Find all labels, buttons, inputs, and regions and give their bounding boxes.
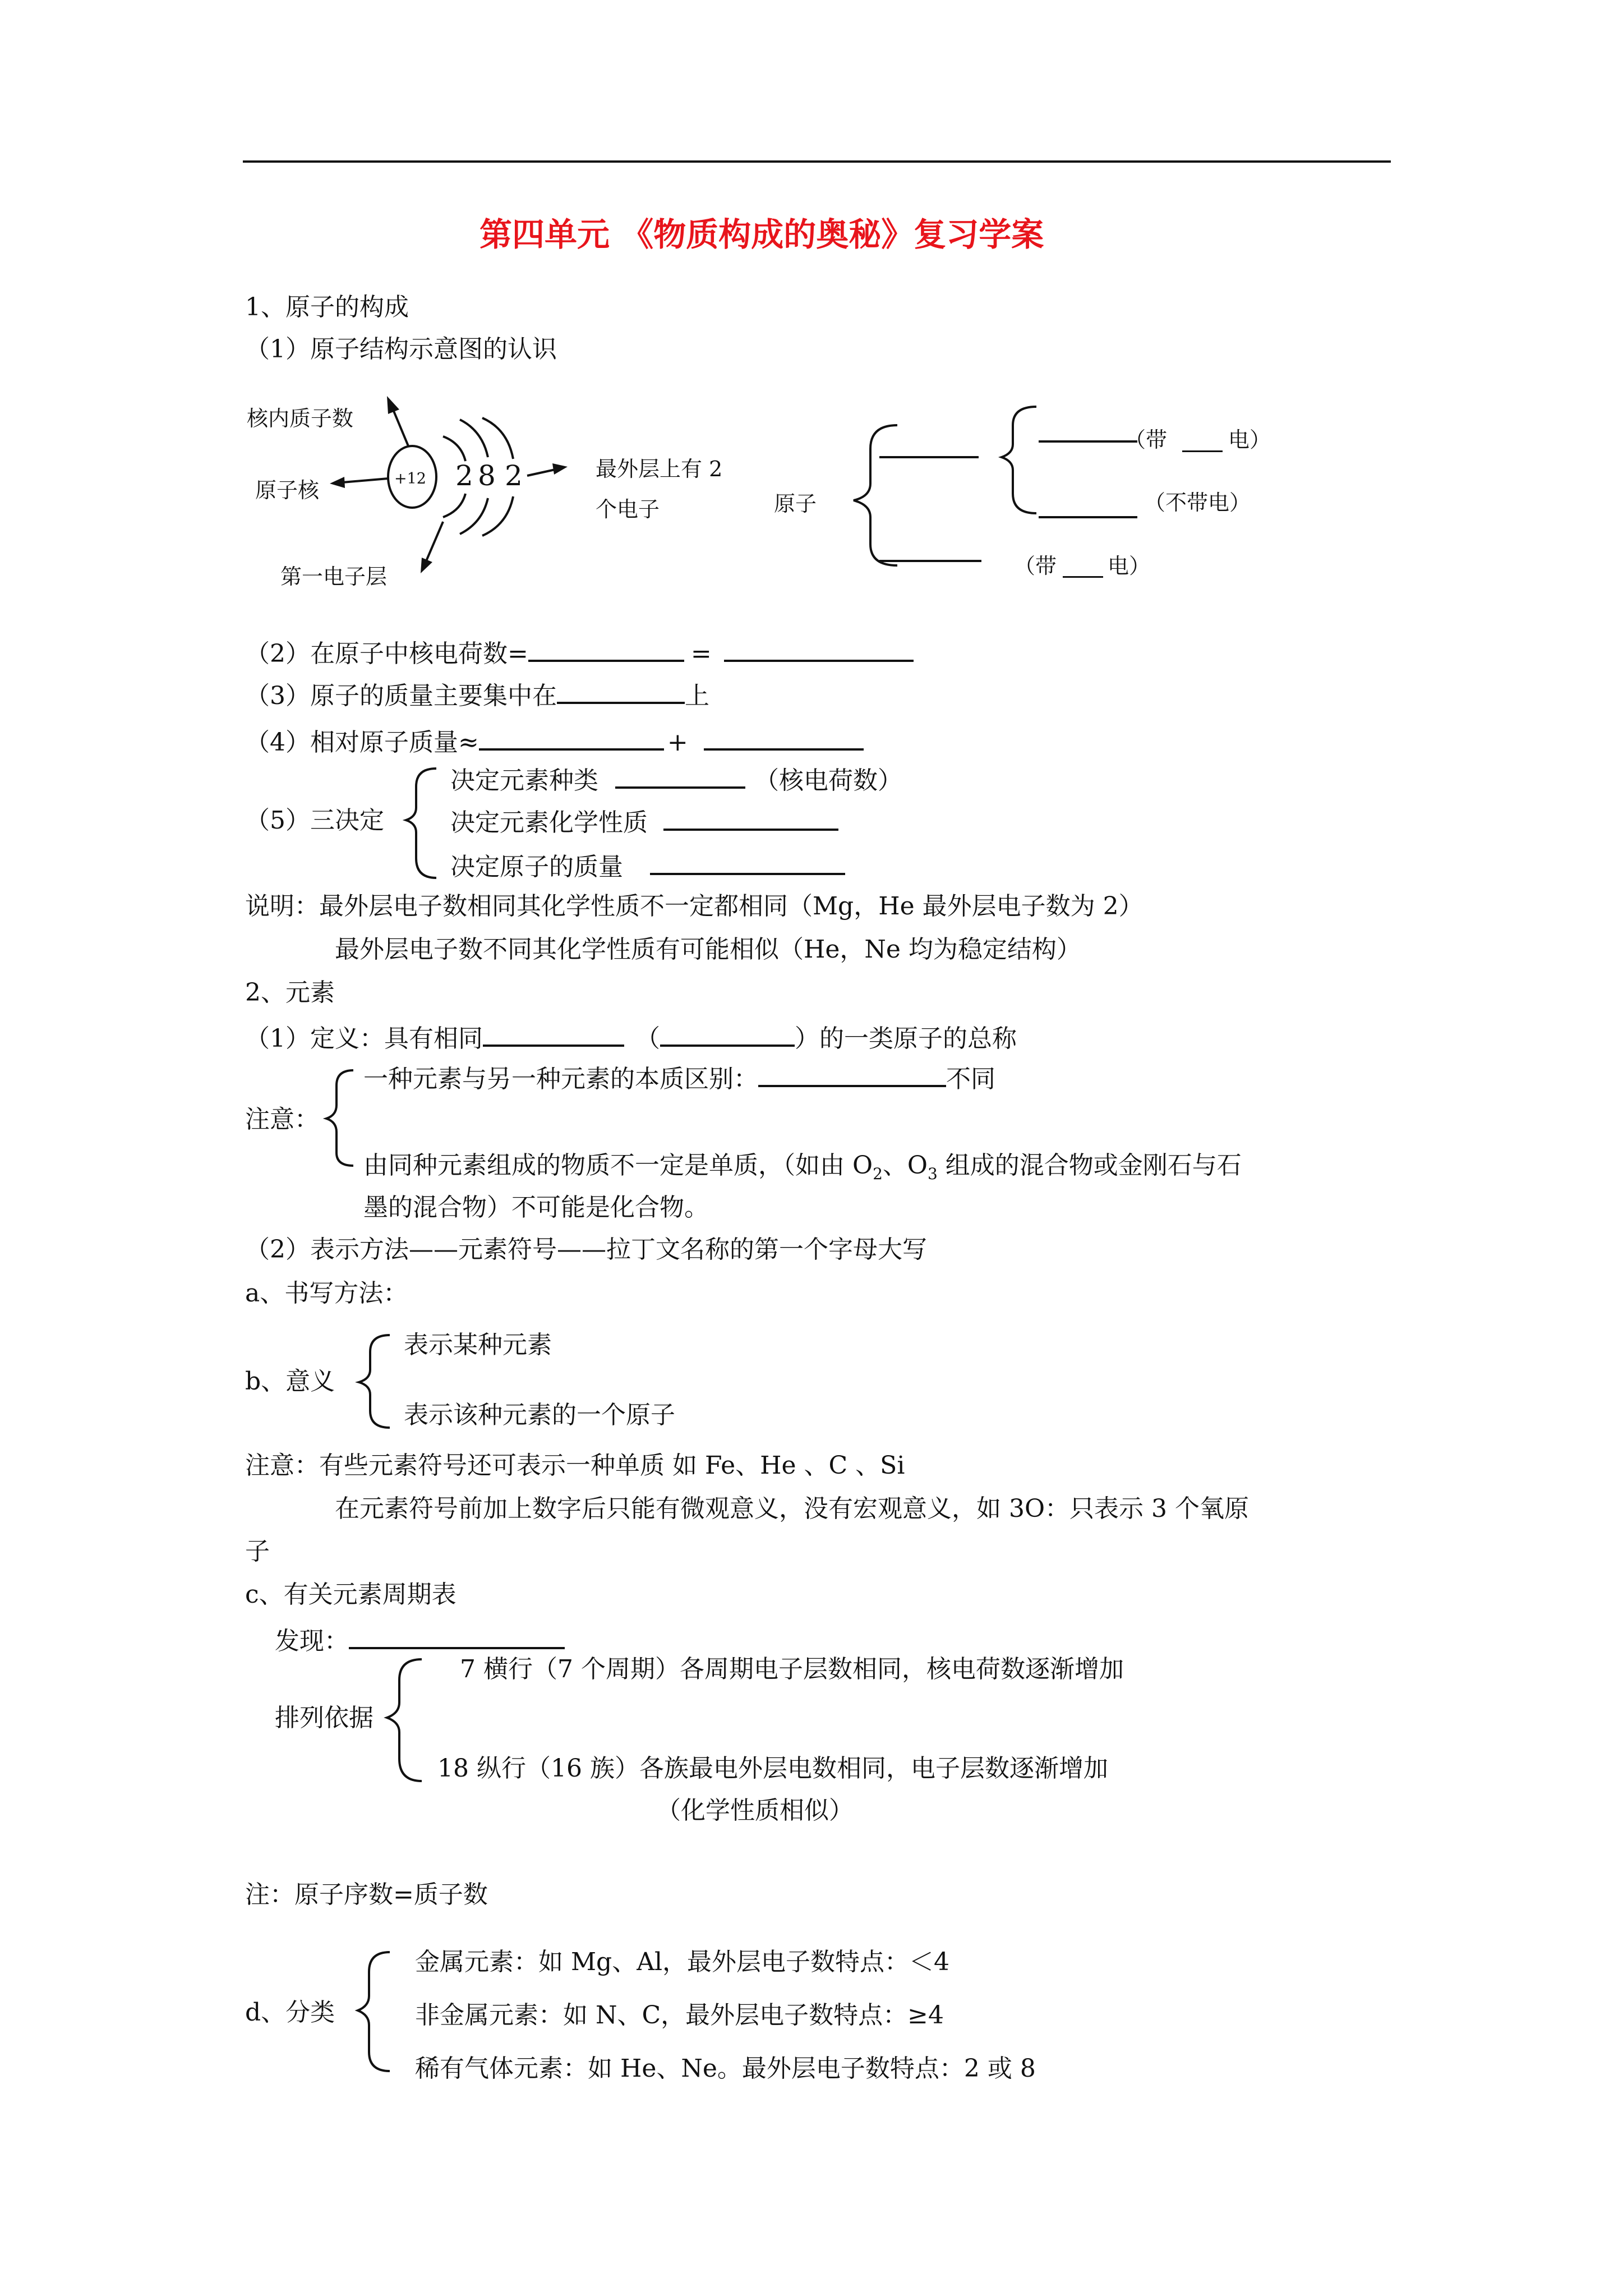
electron-charge-close: 电）	[1108, 554, 1151, 578]
shell-arc-2-top	[460, 420, 488, 457]
arrow-protons	[393, 408, 408, 446]
classify-metal: 金属元素：如 Mg、Al，最外层电子数特点：＜4	[415, 1948, 950, 1976]
determine-3: 决定原子的质量	[450, 848, 845, 883]
item-a: a、书写方法：	[245, 1279, 408, 1308]
shell-count-3: 2	[505, 459, 523, 492]
note-number-cont: 子	[245, 1537, 270, 1566]
nucleus-brace	[1002, 407, 1036, 513]
determine-2-blank	[663, 804, 838, 831]
relative-mass-blank-1	[479, 724, 664, 751]
label-outer-2: 个电子	[596, 497, 660, 522]
essential-difference-blank	[758, 1060, 946, 1087]
item-1-1: （1）原子结构示意图的认识	[245, 335, 557, 364]
shell-arc-1-top	[443, 436, 465, 461]
discover-blank	[349, 1622, 565, 1649]
arrange-label: 排列依据	[275, 1704, 374, 1732]
item-c: c、有关元素周期表	[245, 1580, 457, 1609]
attention-2-line2: 墨的混合物）不可能是化合物。	[363, 1193, 709, 1222]
electron-charge-blank	[1063, 576, 1103, 578]
item-1-3: （3）原子的质量主要集中在 上	[245, 677, 709, 712]
shell-count-2: 8	[478, 459, 496, 492]
nucleus-charge: +12	[394, 470, 426, 487]
mass-blank	[557, 677, 685, 704]
meaning-2: 表示该种元素的一个原子	[404, 1401, 675, 1429]
item-2-1: （1）定义：具有相同 （ ）的一类原子的总称	[245, 1020, 1017, 1055]
classify-nonmetal: 非金属元素：如 N、C，最外层电子数特点：≥4	[415, 2001, 944, 2030]
section-2-heading: 2、元素	[245, 978, 335, 1007]
meaning-1: 表示某种元素	[404, 1331, 552, 1359]
proton-charge-close: 电）	[1228, 427, 1271, 452]
item-2-2: （2）表示方法——元素符号——拉丁文名称的第一个字母大写	[245, 1235, 927, 1264]
determine-1-blank	[615, 762, 745, 789]
shell-arc-2-bottom	[460, 498, 488, 534]
arrange-brace	[387, 1659, 422, 1781]
discover: 发现：	[275, 1622, 565, 1657]
electron-charge-open: （带	[1014, 554, 1057, 578]
definition-blank-1	[483, 1020, 624, 1047]
definition-blank-2	[660, 1020, 795, 1047]
label-nucleus: 原子核	[255, 478, 320, 503]
arrow-outer-shell	[527, 470, 555, 476]
classify-noble: 稀有气体元素：如 He、Ne。最外层电子数特点：2 或 8	[415, 2054, 1036, 2083]
arrange-3: （化学性质相似）	[656, 1796, 854, 1825]
arrow-nucleus	[342, 478, 388, 482]
core-charge-blank-2	[724, 635, 914, 662]
three-determine-brace	[406, 769, 436, 878]
determine-1: 决定元素种类 （核电荷数）	[450, 762, 902, 797]
section-1-heading: 1、原子的构成	[245, 293, 409, 321]
label-protons: 核内质子数	[247, 406, 354, 431]
determine-2: 决定元素化学性质	[450, 804, 838, 839]
atomic-number-note: 注：原子序数=质子数	[245, 1880, 488, 1909]
atom-brace	[854, 425, 897, 565]
attention-2: 由同种元素组成的物质不一定是单质，（如由 $O_2$、$O_3$ 组成的混合物或金刚石与石	[363, 1151, 1242, 1183]
page-title: 第四单元 《物质构成的奥秘》复习学案	[479, 215, 1044, 254]
attention-label: 注意：	[245, 1105, 319, 1134]
classify-brace	[358, 1952, 390, 2071]
atom-label: 原子	[774, 491, 817, 516]
three-determine-label: （5）三决定	[245, 806, 384, 835]
meaning-label: b、意义	[245, 1367, 335, 1396]
label-outer-1: 最外层上有 2	[596, 457, 723, 481]
arrange-2: 18 纵行（16 族）各族最电外层电数相同，电子层数逐渐增加	[437, 1754, 1108, 1783]
meaning-brace	[359, 1335, 390, 1428]
relative-mass-blank-2	[704, 724, 864, 751]
arrange-1: 7 横行（7 个周期）各周期电子层数相同，核电荷数逐渐增加	[460, 1655, 1124, 1683]
arrow-first-shell	[426, 522, 443, 561]
item-1-4: （4）相对原子质量≈ +	[245, 724, 864, 758]
note-symbols: 注意：有些元素符号还可表示一种单质 如 Fe、He 、C 、Si	[245, 1451, 905, 1480]
classify-label: d、分类	[245, 1998, 335, 2027]
proton-charge-open: （带	[1124, 427, 1168, 452]
neutron-neutral: （不带电）	[1144, 490, 1251, 515]
note-1: 说明：最外层电子数相同其化学性质不一定都相同（Mg，He 最外层电子数为 2）	[245, 892, 1144, 921]
shell-arc-1-bottom	[443, 494, 465, 517]
attention-brace	[326, 1070, 353, 1166]
note-number: 在元素符号前加上数字后只能有微观意义，没有宏观意义，如 3O：只表示 3 个氧原	[335, 1494, 1249, 1523]
item-1-2: （2）在原子中核电荷数= =	[245, 635, 914, 670]
note-2: 最外层电子数不同其化学性质有可能相似（He，Ne 均为稳定结构）	[335, 935, 1081, 964]
attention-1: 一种元素与另一种元素的本质区别： 不同	[363, 1060, 995, 1095]
proton-charge-blank	[1182, 450, 1223, 452]
shell-count-1: 2	[455, 459, 473, 492]
core-charge-blank-1	[528, 635, 684, 662]
determine-3-blank	[650, 848, 845, 875]
label-first-shell: 第一电子层	[280, 564, 388, 589]
